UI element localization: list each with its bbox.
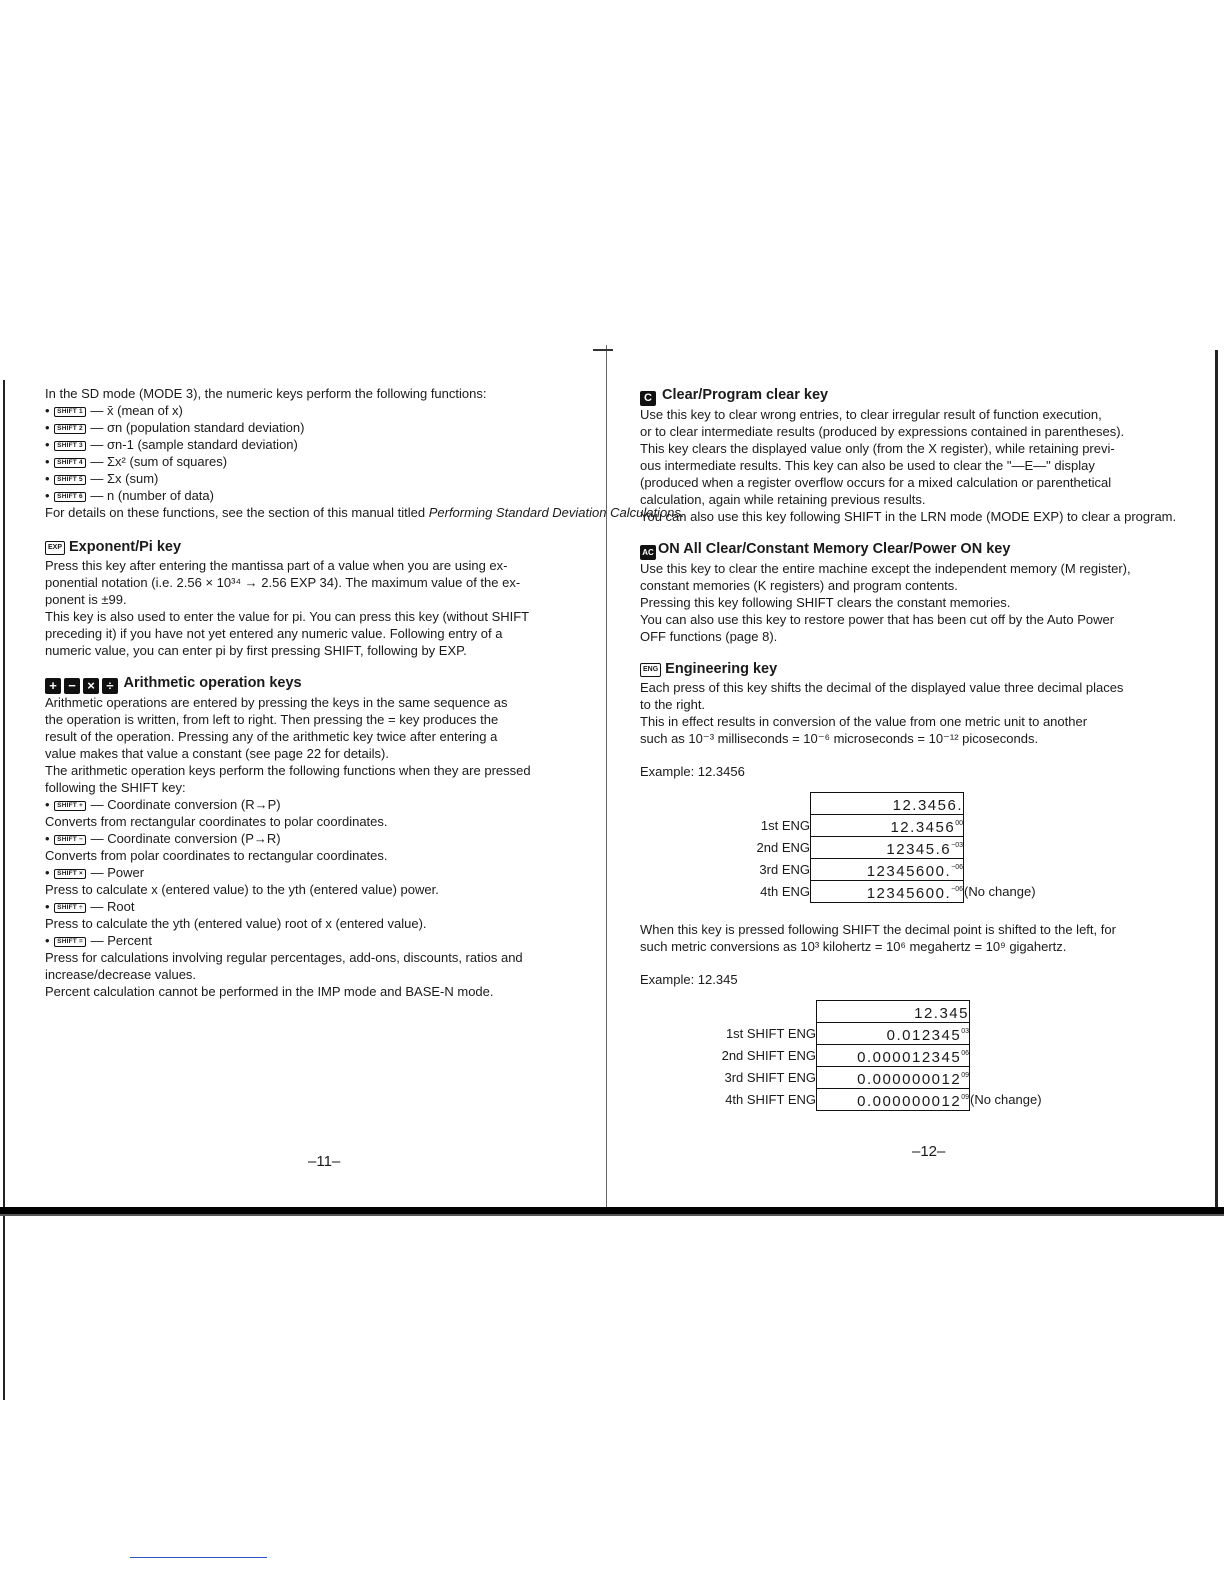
arith-para-line: Arithmetic operations are entered by pressing the keys in the same sequence as (45, 695, 508, 710)
arith-para-line: result of the operation. Pressing any of the arithmetic key twice after entering a (45, 729, 498, 744)
example-label: Example: 12.3456 (640, 764, 745, 779)
display-value: 0.012345 (886, 1027, 962, 1044)
details-note: For details on these functions, see the section of this manual titled Performing Standard Deviation Calculations. (45, 505, 685, 520)
example-row: 3rd ENG 12345600.$^{-06}$ (660, 859, 1036, 881)
divide-key-icon: ÷ (102, 678, 118, 694)
ac-para-line: OFF functions (page 8). (640, 629, 778, 644)
shift-key-icon: SHIFT × (54, 869, 86, 879)
sd-key-icon: SHIFT 6 (54, 492, 86, 502)
example-row (660, 793, 1036, 815)
example-row: 2nd ENG $12345.6^{-03}$ (660, 837, 1036, 859)
display-value: 0.000012345 (857, 1049, 962, 1066)
arith-heading: + − × ÷ Arithmetic operation keys (45, 673, 585, 694)
sd-item: • SHIFT 2 — σn (population standard deviation) (45, 420, 305, 435)
shift-item: • SHIFT − — Coordinate conversion (P→R) (45, 831, 281, 846)
ac-key-icon: AC (640, 545, 656, 560)
shift-item-desc: Press to calculate the yth (entered value) root of x (entered value). (45, 916, 427, 931)
shift-item-desc: Press to calculate x (entered value) to the yth (entered value) power. (45, 882, 439, 897)
arith-key-icons (45, 678, 118, 694)
sd-item: • SHIFT 3 — σn-1 (sample standard deviation) (45, 437, 298, 452)
display-value: 0.000000012 (857, 1093, 962, 1110)
exp-para-line: ponential notation (i.e. 2.56 × 10³⁴ → 2.56 EXP 34). The maximum value of the ex- (45, 575, 521, 590)
eng-shift-line: such metric conversions as 10³ kilohertz = 10⁶ megahertz = 10⁹ gigahertz. (640, 939, 1067, 954)
example-table (660, 792, 1036, 903)
clear-key-icon: C (640, 391, 656, 406)
example-row: 1st SHIFT ENG 0.012345$^{03}$ (660, 1023, 1042, 1045)
display-value: 12345.6 (886, 841, 952, 858)
display-value: 12345600. (866, 885, 952, 902)
exp-para-line: This key is also used to enter the value for pi. You can press this key (without SHIFT (45, 609, 530, 624)
display-value: 12.345 (914, 1005, 969, 1022)
gutter-mark (593, 349, 613, 351)
clear-heading: C Clear/Program clear key (640, 385, 1180, 406)
display-value: 12.3456. (892, 797, 963, 814)
shift-key-icon: SHIFT − (54, 835, 86, 845)
minus-key-icon: − (64, 678, 80, 694)
ac-para-line: Pressing this key following SHIFT clears the constant memories. (640, 595, 1011, 610)
example-row: 4th SHIFT ENG 0.000000012$^{09}$ (No change) (660, 1089, 1042, 1111)
eng-para-line: such as 10⁻³ milliseconds = 10⁻⁶ microseconds = 10⁻¹² picoseconds. (640, 731, 1039, 746)
clear-para-line: You can also use this key following SHIFT in the LRN mode (MODE EXP) to clear a program. (640, 509, 1177, 524)
eng-key-icon: ENG (640, 663, 661, 677)
clear-para-line: This key clears the displayed value only (from the X register), while retaining previ- (640, 441, 1115, 456)
sd-item: • SHIFT 5 — Σx (sum) (45, 471, 159, 486)
exp-para-line: preceding it) if you have not yet entered any numeric value. Following entry of a (45, 626, 503, 641)
display-value: 12.3456 (890, 819, 956, 836)
eng-para-line: to the right. (640, 697, 706, 712)
clear-para-line: or to clear intermediate results (produced by expressions contained in parentheses). (640, 424, 1125, 439)
eng-para-line: Each press of this key shifts the decimal of the displayed value three decimal places (640, 680, 1124, 695)
sd-key-icon: SHIFT 4 (54, 458, 86, 468)
clear-para-line: Use this key to clear wrong entries, to clear irregular result of function execution, (640, 407, 1102, 422)
shift-item: • SHIFT = — Percent (45, 933, 152, 948)
arith-para-line: the operation is written, from left to right. Then pressing the = key produces the (45, 712, 499, 727)
exp-para-line: ponent is ±99. (45, 592, 127, 607)
example-row: 4th ENG 12345600.$^{-06}$ (No change) (660, 881, 1036, 903)
times-key-icon: × (83, 678, 99, 694)
sd-key-icon: SHIFT 3 (54, 441, 86, 451)
exp-para-line: numeric value, you can enter pi by first pressing SHIFT, following by EXP. (45, 643, 467, 658)
exp-heading: EXP Exponent/Pi key (45, 537, 585, 557)
ac-para-line: You can also use this key to restore power that has been cut off by the Auto Power (640, 612, 1115, 627)
shift-item-desc: Converts from polar coordinates to rectangular coordinates. (45, 848, 388, 863)
sd-intro: In the SD mode (MODE 3), the numeric keys perform the following functions: (45, 386, 487, 401)
shift-item: • SHIFT ÷ — Root (45, 899, 135, 914)
shift-item: • SHIFT + — Coordinate conversion (R→P) (45, 797, 281, 812)
clear-para-line: (produced when a register overflow occurs for a mixed calculation or parenthetical (640, 475, 1112, 490)
manual-section-title: Performing Standard Deviation Calculations. (428, 505, 685, 520)
shift-item: • SHIFT × — Power (45, 865, 145, 880)
bottom-rule-shadow (0, 1214, 1224, 1216)
shift-item-desc: Press for calculations involving regular percentages, add-ons, discounts, ratios and increase/decrease values. (45, 950, 523, 982)
ac-para-line: Use this key to clear the entire machine except the independent memory (M register), (640, 561, 1131, 576)
ac-heading: AC ON All Clear/Constant Memory Clear/Power ON key (640, 539, 1180, 560)
example-row: 1st ENG 12.3456$^{00}$ (660, 815, 1036, 837)
arith-para-line: value makes that value a constant (see page 22 for details). (45, 746, 389, 761)
shift-item-desc: Converts from rectangular coordinates to polar coordinates. (45, 814, 388, 829)
exp-para-line: Press this key after entering the mantissa part of a value when you are using ex- (45, 558, 508, 573)
page-number: –11– (308, 1153, 341, 1170)
eng-para-line: This in effect results in conversion of the value from one metric unit to another (640, 714, 1088, 729)
plus-key-icon: + (45, 678, 61, 694)
shift-function-list (45, 796, 585, 983)
sd-function-list (45, 402, 585, 504)
display-value: 0.000000012 (857, 1071, 962, 1088)
right-page (640, 385, 1180, 1111)
example-row (660, 1001, 1042, 1023)
footer-link-line (130, 1557, 267, 1558)
example-row: 2nd SHIFT ENG 0.000012345$^{06}$ (660, 1045, 1042, 1067)
arith-para-line: The arithmetic operation keys perform the following functions when they are pressed (45, 763, 531, 778)
shift-key-icon: SHIFT + (54, 801, 86, 811)
display-value: 12345600. (866, 863, 952, 880)
example-row: 3rd SHIFT ENG 0.000000012$^{09}$ (660, 1067, 1042, 1089)
sd-key-icon: SHIFT 1 (54, 407, 86, 417)
sd-item: • SHIFT 1 — x̄ (mean of x) (45, 403, 183, 418)
example-label: Example: 12.345 (640, 972, 738, 987)
page-number: –12– (912, 1143, 946, 1160)
sd-item: • SHIFT 4 — Σx² (sum of squares) (45, 454, 228, 469)
shift-key-icon: SHIFT ÷ (54, 903, 86, 913)
example-table (660, 1000, 1042, 1111)
ac-para-line: constant memories (K registers) and program contents. (640, 578, 958, 593)
eng-heading: ENG Engineering key (640, 659, 1180, 679)
clear-para-line: calculation, again while retaining previous results. (640, 492, 926, 507)
eng-shift-line: When this key is pressed following SHIFT the decimal point is shifted to the left, for (640, 922, 1116, 937)
percent-note: Percent calculation cannot be performed in the IMP mode and BASE-N mode. (45, 984, 494, 999)
clear-para-line: ous intermediate results. This key can also be used to clear the "—E—" display (640, 458, 1095, 473)
right-page-edge (1215, 350, 1218, 1215)
sd-key-icon: SHIFT 5 (54, 475, 86, 485)
sd-key-icon: SHIFT 2 (54, 424, 86, 434)
arith-para-line: following the SHIFT key: (45, 780, 186, 795)
page-gutter (606, 345, 607, 1215)
bottom-rule (0, 1207, 1224, 1214)
shift-key-icon: SHIFT = (54, 937, 86, 947)
left-page-edge (3, 380, 5, 1400)
exp-key-icon: EXP (45, 541, 65, 555)
sd-item: • SHIFT 6 — n (number of data) (45, 488, 214, 503)
